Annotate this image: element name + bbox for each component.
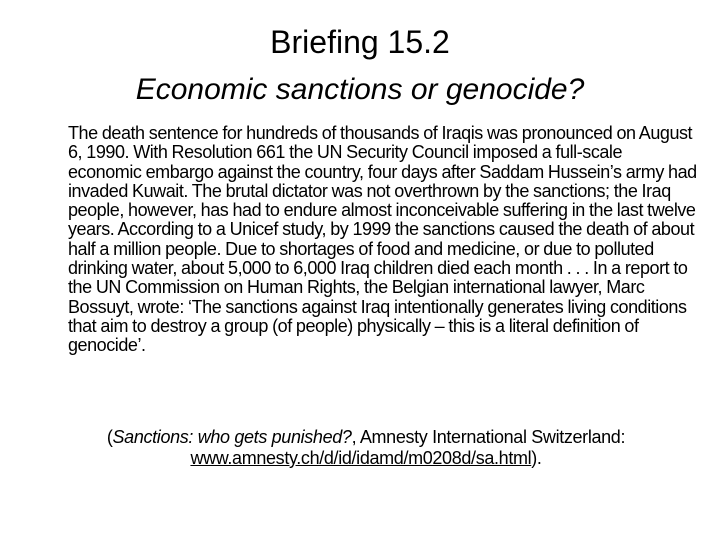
citation-open-paren: ( [106, 427, 113, 447]
citation [66, 427, 666, 469]
citation-close: ). [531, 448, 542, 468]
citation-source-rest: , Amnesty International Switzerland: [351, 427, 626, 447]
body-paragraph: The death sentence for hundreds of thousands of Iraqis was pronounced on August 6, 1990. With Resolution 661 the UN Security Council imposed a full-scale economic embargo against the country, four days after Saddam Hussein’s army had invaded Kuwait. The brutal dictator was not overthrown by the sanctions; the Iraq people, however, has had to endure almost inconceivable suffering in the last twelve years. According to a Unicef study, by 1999 the sanctions caused the death of about half a million people. Due to shortages of food and medicine, or due to polluted drinking water, about 5,000 to 6,000 Iraq children died each month . . . In a report to the UN Commission on Human Rights, the Belgian international lawyer, Marc Bossuyt, wrote: ‘The sanctions against Iraq intentionally generates living conditions that aim to destroy a group (of people) physically – this is a literal definition of genocide’. [68, 123, 697, 356]
slide-subtitle: Economic sanctions or genocide? [135, 73, 585, 106]
citation-link[interactable]: www.amnesty.ch/d/id/idamd/m0208d/sa.html [190, 448, 532, 468]
slide-title: Briefing 15.2 [270, 24, 450, 60]
citation-source-title: Sanctions: who gets punished? [112, 427, 352, 447]
